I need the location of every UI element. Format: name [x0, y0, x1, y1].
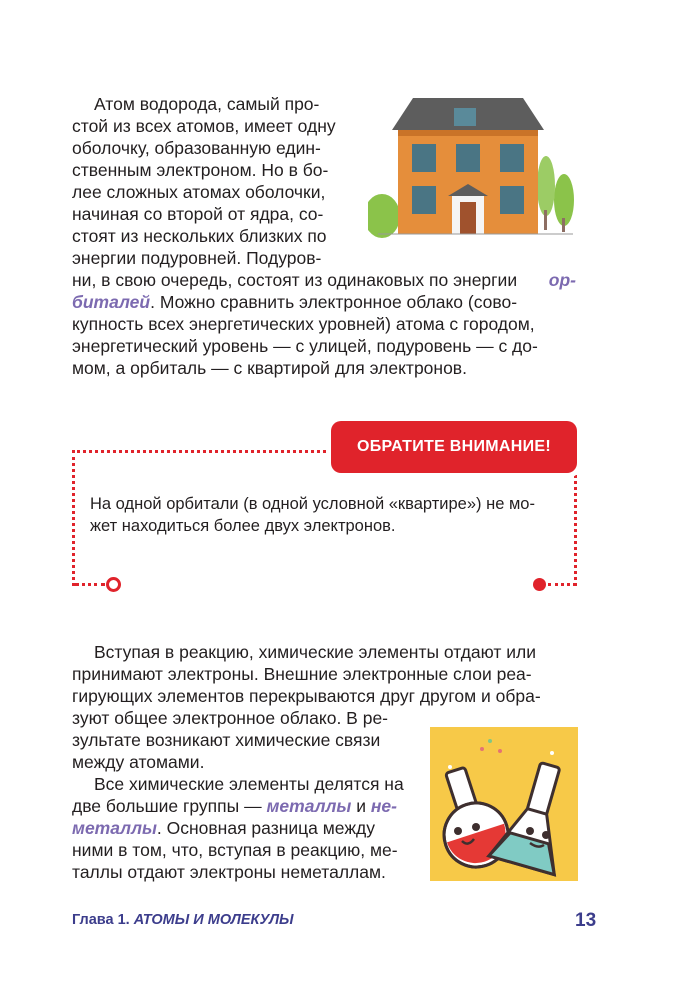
- frame-divider: [548, 583, 576, 586]
- text-line: гирующих элементов перекрываются друг другом и обра-: [72, 686, 541, 706]
- text-fragment: и: [351, 796, 371, 816]
- text-line: Вступая в реакцию, химические элементы отдают или: [94, 642, 537, 662]
- text-line: [72, 291, 576, 313]
- term-orbitals: ор-: [548, 270, 576, 290]
- paragraph-reactions: [72, 641, 576, 729]
- text-line: лее сложных атомах оболочки,: [72, 182, 326, 202]
- frame-divider: [75, 583, 105, 586]
- text-line: энергии подуровней. Подуров-: [72, 248, 322, 268]
- term-nonmetals: металлы: [72, 818, 157, 838]
- text-line: энергетический уровень — с улицей, подуровень — с до-: [72, 336, 538, 356]
- chapter-title: АТОМЫ И МОЛЕКУЛЫ: [133, 912, 294, 928]
- paragraph-atom-intro: [72, 93, 352, 269]
- term-metals: металлы: [266, 796, 352, 816]
- attention-label: ОБРАТИТЕ ВНИМАНИЕ!: [356, 438, 552, 455]
- text-line: [72, 817, 422, 839]
- term-nonmetals: не-: [370, 796, 397, 816]
- text-line: [72, 795, 422, 817]
- text-line: Все химические элементы делятся на: [94, 774, 404, 794]
- frame-dot-ornament: [533, 578, 546, 591]
- frame-ring-ornament: [106, 577, 121, 592]
- text-line: стоят из нескольких близких по: [72, 226, 327, 246]
- text-line: принимают электроны. Внешние электронные слои реа-: [72, 664, 532, 684]
- text-line: На одной орбитали (в одной условной «квартире») не мо-: [90, 495, 535, 513]
- text-fragment: . Можно сравнить электронное облако (сово-: [150, 292, 518, 312]
- attention-note: [90, 493, 560, 537]
- text-line: зультате возникают химические связи: [72, 730, 381, 750]
- text-line: между атомами.: [72, 752, 205, 772]
- text-line: жет находиться более двух электронов.: [90, 517, 396, 535]
- text-fragment: . Основная разница между: [156, 818, 376, 838]
- text-line: ственным электроном. Но в бо-: [72, 160, 329, 180]
- text-line: таллы отдают электроны неметаллам.: [72, 862, 386, 882]
- text-line: оболочку, образованную един-: [72, 138, 321, 158]
- attention-badge: [331, 421, 577, 473]
- chapter-prefix: Глава 1.: [72, 912, 134, 928]
- paragraph-metals: [72, 729, 422, 883]
- text-line: мом, а орбиталь — с квартирой для электронов.: [72, 358, 467, 378]
- page-number: 13: [575, 910, 597, 931]
- text-line: начиная со второй от ядра, со-: [72, 204, 324, 224]
- paragraph-atom-continuation: [72, 269, 576, 379]
- house-illustration: [368, 88, 578, 238]
- text-fragment: две большие группы —: [72, 796, 267, 816]
- text-line: Атом водорода, самый про-: [94, 94, 320, 114]
- text-fragment: ни, в свою очередь, состоят из одинаковых по энергии: [72, 270, 522, 290]
- text-line: [72, 269, 576, 291]
- flasks-illustration: [430, 727, 578, 881]
- text-line: зуют общее электронное облако. В ре-: [72, 708, 389, 728]
- text-line: стой из всех атомов, имеет одну: [72, 116, 336, 136]
- text-line: купность всех энергетических уровней) атома с городом,: [72, 314, 535, 334]
- term-orbitals: биталей: [72, 292, 151, 312]
- text-line: ними в том, что, вступая в реакцию, ме-: [72, 840, 398, 860]
- footer-chapter: [72, 912, 294, 928]
